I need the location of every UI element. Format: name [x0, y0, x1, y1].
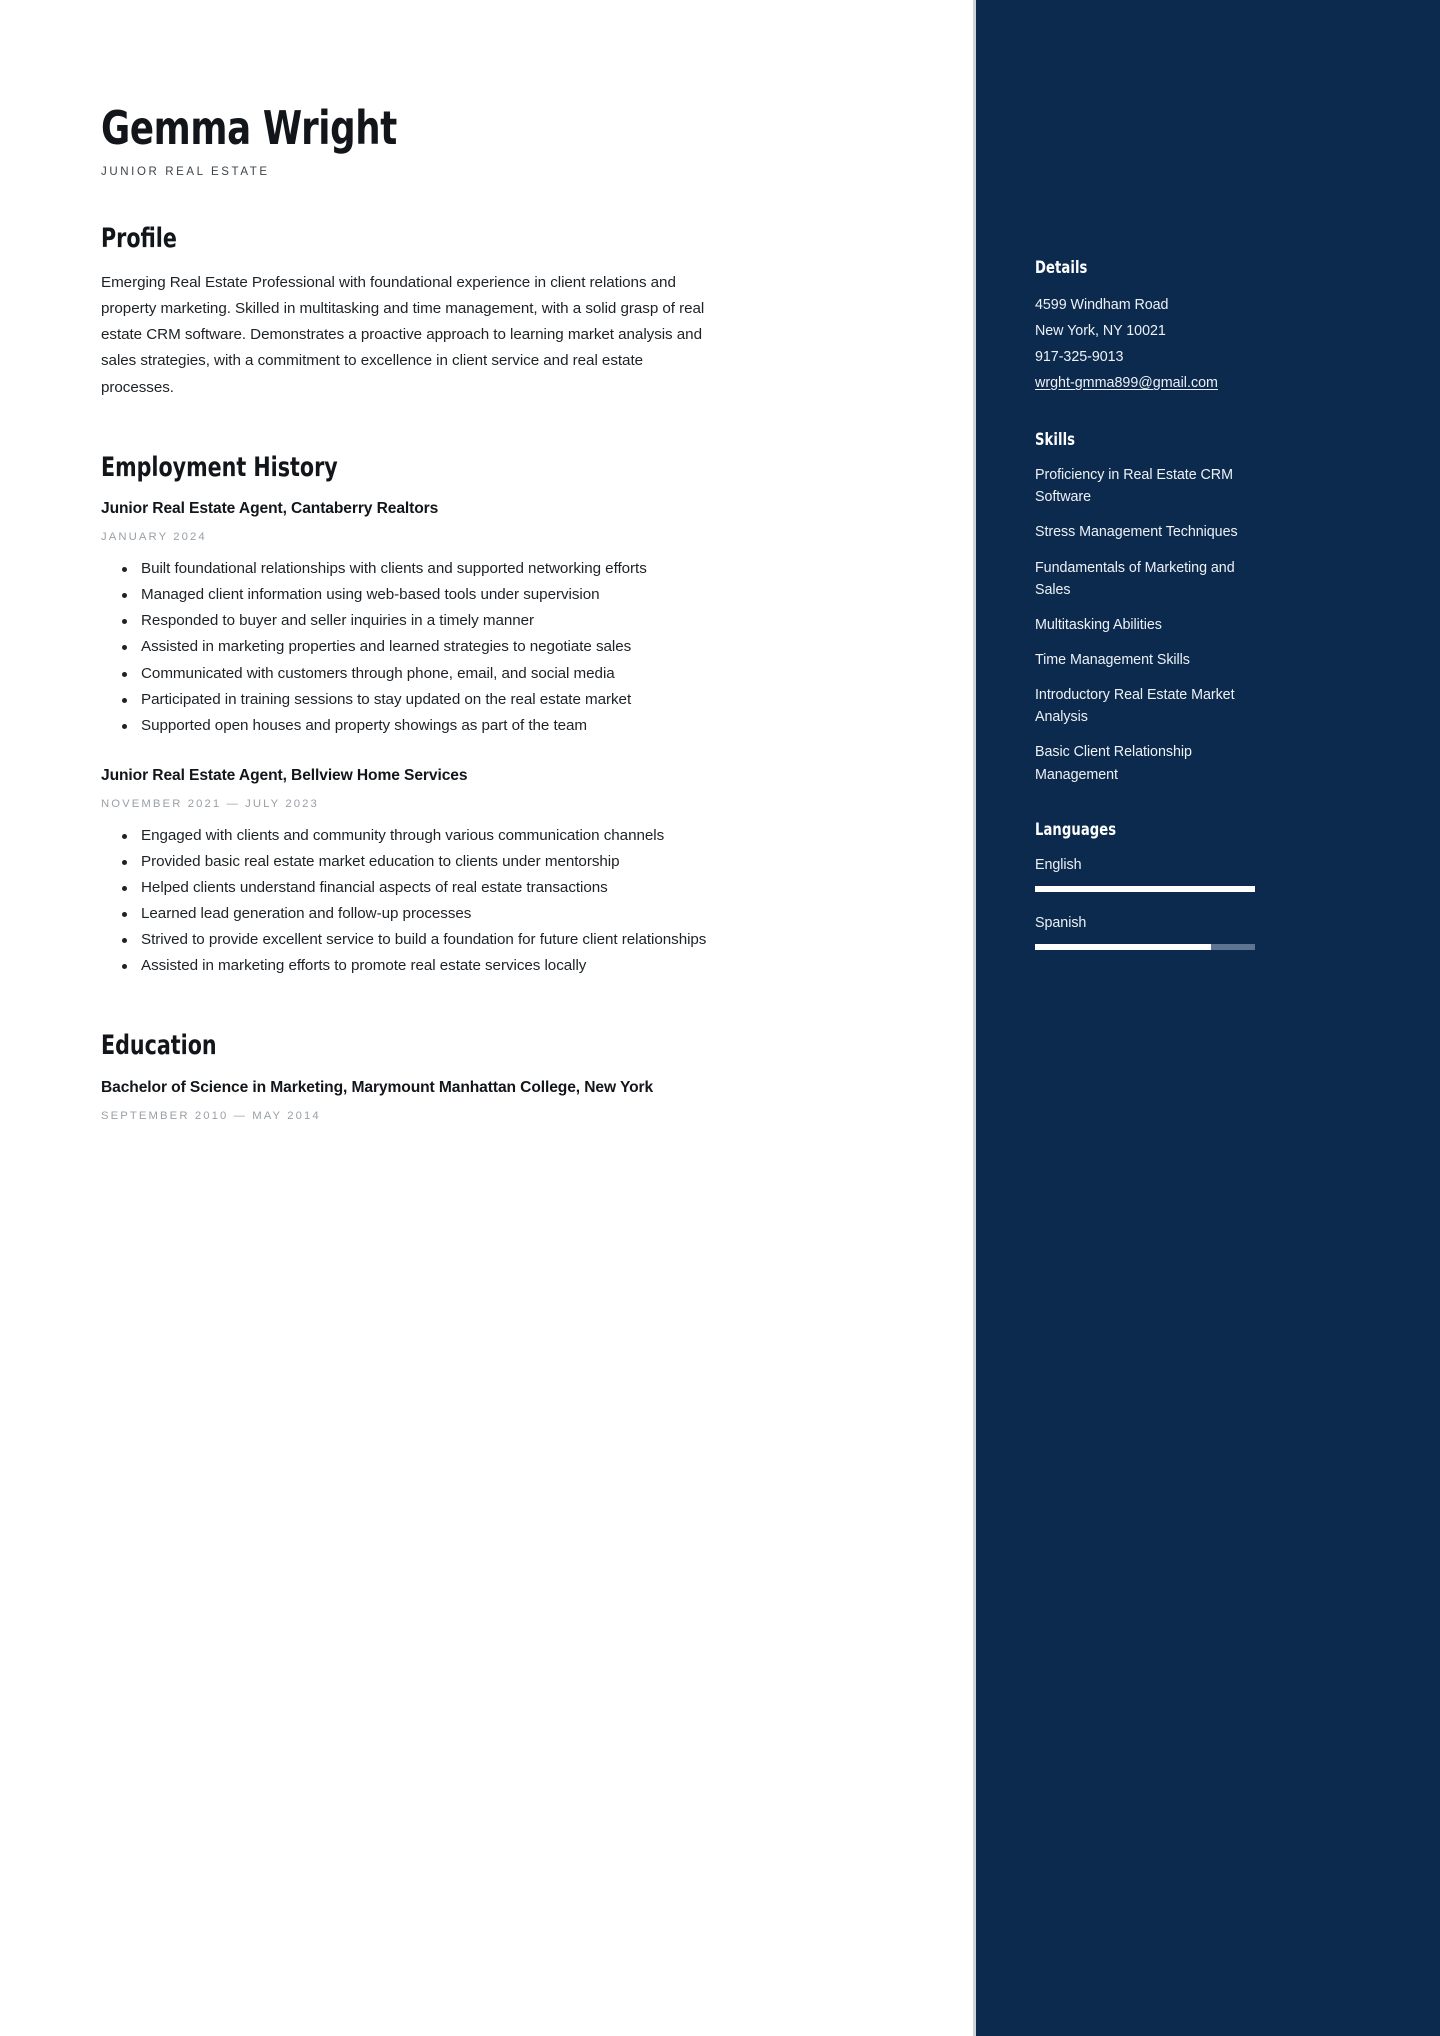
- sidebar-section-details: [1035, 258, 1386, 396]
- employment-entry-bullets: [101, 556, 853, 739]
- language-level-fill: [1035, 944, 1211, 950]
- employment-entry: [101, 765, 853, 979]
- page-title: Gemma Wright: [101, 101, 397, 155]
- employment-entry-title: Junior Real Estate Agent, Cantaberry Realtors: [101, 500, 439, 518]
- list-item: Provided basic real estate market education to clients under mentorship: [141, 849, 741, 875]
- languages-heading: Languages: [1035, 819, 1117, 840]
- job-subtitle: JUNIOR REAL ESTATE: [101, 166, 270, 179]
- detail-address-line-1: 4599 Windham Road: [1035, 297, 1169, 313]
- skill-item: Proficiency in Real Estate CRM Software: [1035, 467, 1233, 506]
- language-level-bar: [1035, 886, 1255, 892]
- details-heading: Details: [1035, 258, 1088, 278]
- sidebar: [973, 0, 1440, 2036]
- detail-phone[interactable]: 917-325-9013: [1035, 349, 1124, 366]
- skill-item: Multitasking Abilities: [1035, 616, 1162, 633]
- education-entry-date: SEPTEMBER 2010 — MAY 2014: [101, 1109, 321, 1122]
- employment-entry-bullets: [101, 823, 853, 980]
- list-item: Managed client information using web-based tools under supervision: [141, 582, 741, 608]
- list-item: Helped clients understand financial aspects of real estate transactions: [141, 875, 741, 901]
- profile-text: Emerging Real Estate Professional with foundational experience in client relations and property marketing. Skilled in multitasking and time management, with a solid grasp of real estate CRM software. Demonstrates a proactive approach to learning market analysis and sales strategies, with a commitment to excellence in client service and real estate processes.: [101, 273, 705, 396]
- list-item: Assisted in marketing properties and learned strategies to negotiate sales: [141, 634, 741, 660]
- list-item: Built foundational relationships with clients and supported networking efforts: [141, 556, 741, 582]
- education-entry-title: Bachelor of Science in Marketing, Marymount Manhattan College, New York: [101, 1079, 654, 1097]
- language-level-bar: [1035, 944, 1255, 950]
- skill-item: Basic Client Relationship Management: [1035, 744, 1192, 783]
- education-entry: [101, 1077, 853, 1122]
- detail-email-link[interactable]: wrght-gmma899@gmail.com: [1035, 375, 1218, 392]
- employment-heading: Employment History: [101, 451, 338, 483]
- section-education: [101, 1031, 853, 1121]
- language-item: [1035, 854, 1386, 892]
- skills-heading: Skills: [1035, 430, 1076, 451]
- skill-item: Fundamentals of Marketing and Sales: [1035, 559, 1235, 598]
- skill-item: Stress Management Techniques: [1035, 524, 1238, 541]
- language-level-fill: [1035, 886, 1255, 892]
- section-employment-history: [101, 453, 853, 980]
- list-item: Engaged with clients and community through various communication channels: [141, 823, 741, 849]
- sidebar-section-skills: [1035, 430, 1386, 786]
- list-item: Participated in training sessions to stay updated on the real estate market: [141, 687, 741, 713]
- section-profile: [101, 224, 853, 400]
- profile-heading: Profile: [101, 223, 177, 255]
- language-label: Spanish: [1035, 914, 1087, 931]
- sidebar-section-languages: [1035, 820, 1386, 950]
- employment-entry-date: NOVEMBER 2021 — JULY 2023: [101, 797, 319, 810]
- employment-entry: [101, 498, 853, 739]
- language-label: English: [1035, 856, 1082, 873]
- skill-item: Time Management Skills: [1035, 652, 1190, 668]
- employment-entry-title: Junior Real Estate Agent, Bellview Home Services: [101, 766, 468, 784]
- education-heading: Education: [101, 1030, 217, 1062]
- employment-entry-date: JANUARY 2024: [101, 530, 207, 543]
- list-item: Responded to buyer and seller inquiries in a timely manner: [141, 608, 741, 634]
- list-item: Assisted in marketing efforts to promote real estate services locally: [141, 953, 741, 979]
- skills-list: [1035, 464, 1386, 786]
- list-item: Communicated with customers through phone, email, and social media: [141, 661, 741, 687]
- list-item: Supported open houses and property showings as part of the team: [141, 713, 741, 739]
- skill-item: Introductory Real Estate Market Analysis: [1035, 687, 1235, 726]
- list-item: Strived to provide excellent service to build a foundation for future client relationships: [141, 927, 741, 953]
- detail-address-line-2: New York, NY 10021: [1035, 323, 1166, 340]
- list-item: Learned lead generation and follow-up processes: [141, 901, 741, 927]
- language-item: [1035, 912, 1386, 950]
